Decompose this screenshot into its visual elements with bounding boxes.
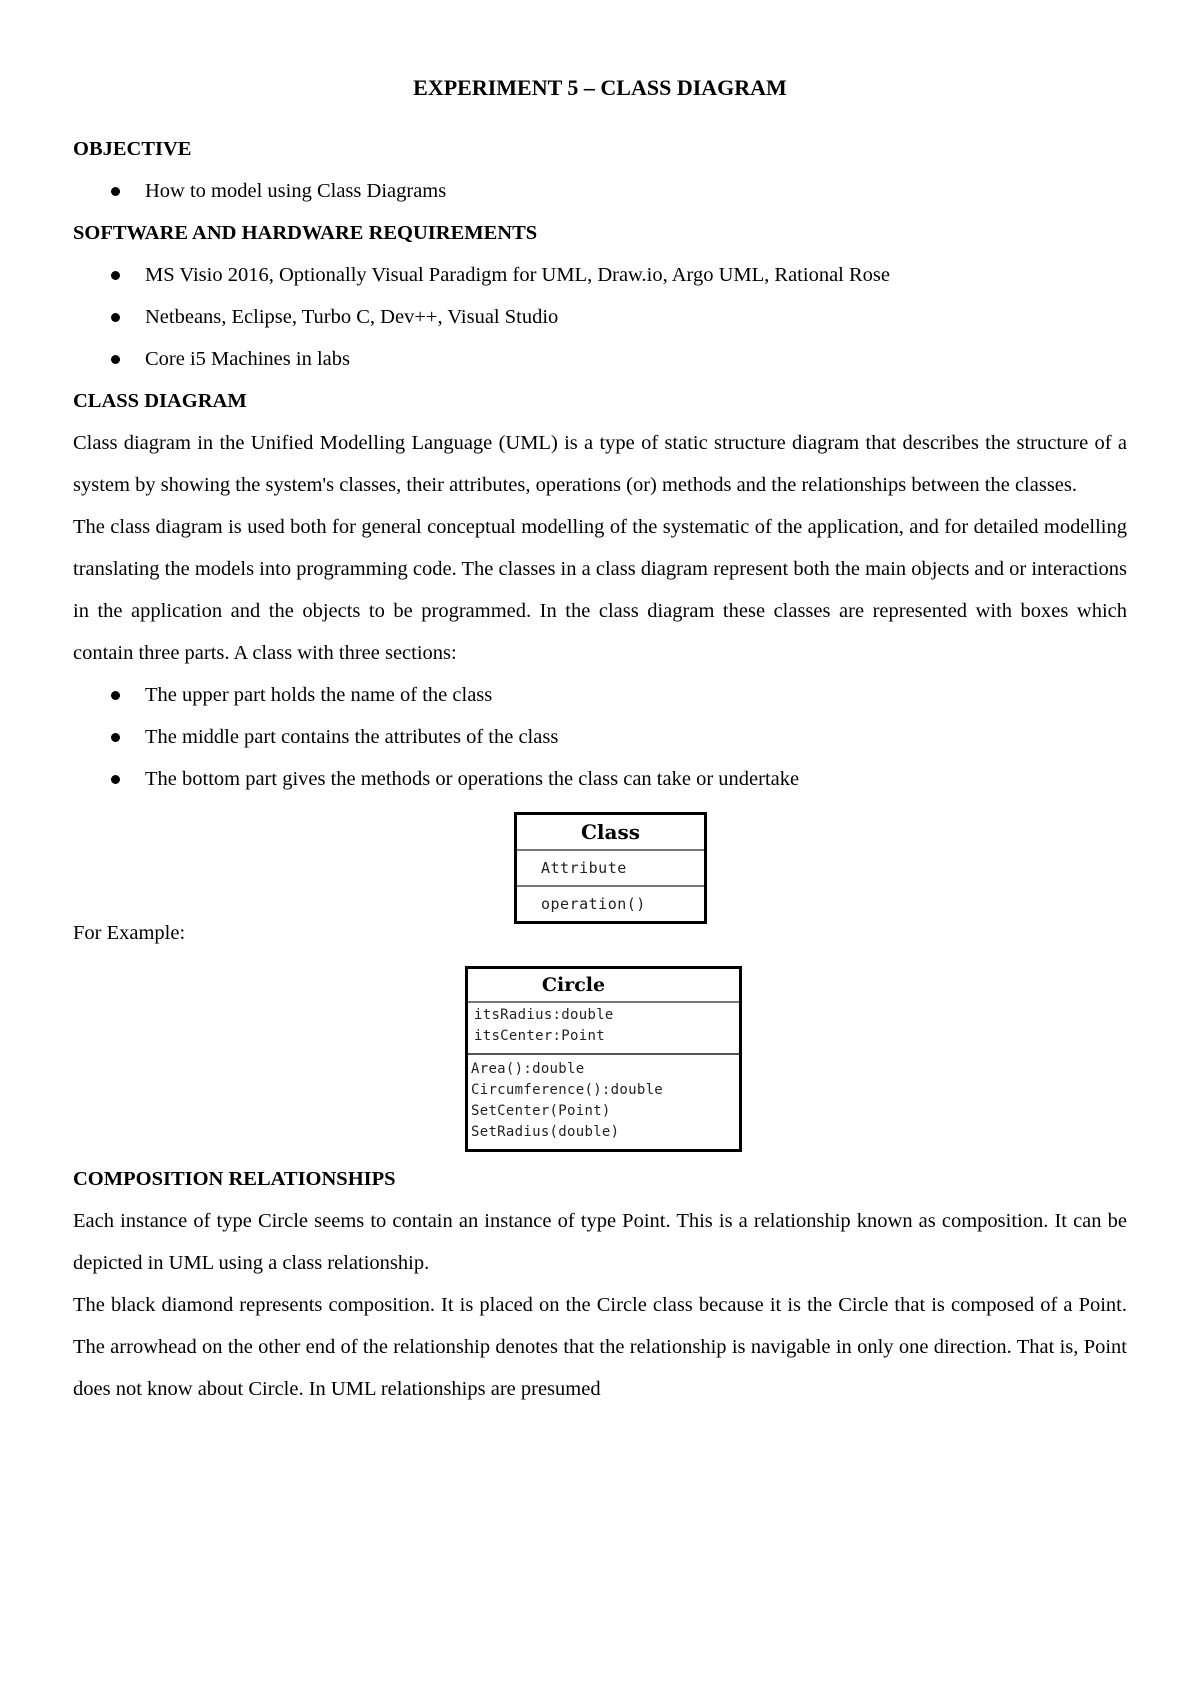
bullet-icon xyxy=(111,355,120,364)
class-diagram-paragraph-2: The class diagram is used both for general conceptual modelling of the systematic of the application, and for detailed modelling translating the models into programming code. The classes in a class diagram represent both the main objects and or interactions in the application and the objects to be programmed. In the class diagram these classes are represented with boxes which contain three parts. A class with three sections: xyxy=(73,516,1127,664)
class-attributes xyxy=(468,1003,739,1055)
requirements-heading: SOFTWARE AND HARDWARE REQUIREMENTS xyxy=(73,222,538,244)
composition-paragraph-2: The black diamond represents composition. It is placed on the Circle class because it is the Circle that is composed of a Point. The arrowhead on the other end of the relationship denotes that the relationship is navigable in only one direction. That is, Point does not know about Circle. In UML relationships are presumed xyxy=(73,1294,1127,1400)
list-item: MS Visio 2016, Optionally Visual Paradigm for UML, Draw.io, Argo UML, Rational Rose xyxy=(73,254,1127,296)
bullet-icon xyxy=(111,733,120,742)
circle-class-box xyxy=(465,966,742,1152)
bullet-icon xyxy=(111,271,120,280)
generic-class-figure xyxy=(73,800,1127,960)
list-item: How to model using Class Diagrams xyxy=(73,170,1127,212)
class-diagram-paragraph-1: Class diagram in the Unified Modelling Language (UML) is a type of static structure diagram that describes the structure of a system by showing the system's classes, their attributes, operations (or) methods and the relationships between the classes. xyxy=(73,432,1127,496)
bullet-icon xyxy=(111,691,120,700)
class-name: Circle xyxy=(468,969,739,1003)
operation-item: SetRadius(double) xyxy=(471,1124,620,1140)
objective-list xyxy=(73,170,1127,212)
composition-paragraph-1: Each instance of type Circle seems to contain an instance of type Point. This is a relationship known as composition. It can be depicted in UML using a class relationship. xyxy=(73,1210,1127,1274)
list-item: The upper part holds the name of the class xyxy=(73,674,1127,716)
bullet-icon xyxy=(111,187,120,196)
class-diagram-heading: CLASS DIAGRAM xyxy=(73,390,247,412)
class-operation: operation() xyxy=(541,895,646,913)
operation-item: Area():double xyxy=(471,1061,585,1077)
objective-heading: OBJECTIVE xyxy=(73,138,192,160)
class-sections-list xyxy=(73,674,1127,800)
attribute-item: itsRadius:double xyxy=(474,1007,614,1023)
attribute-item: itsCenter:Point xyxy=(474,1028,605,1044)
class-attribute: Attribute xyxy=(517,851,704,887)
page-title: EXPERIMENT 5 – CLASS DIAGRAM xyxy=(413,75,787,100)
list-item: Core i5 Machines in labs xyxy=(73,338,1127,380)
list-item: The bottom part gives the methods or operations the class can take or undertake xyxy=(73,758,1127,800)
operation-item: SetCenter(Point) xyxy=(471,1103,611,1119)
circle-class-figure xyxy=(73,960,1127,1158)
class-operations xyxy=(468,1055,739,1149)
example-label: For Example: xyxy=(73,922,186,944)
list-item: Netbeans, Eclipse, Turbo C, Dev++, Visual Studio xyxy=(73,296,1127,338)
generic-class-box xyxy=(514,812,707,924)
list-item: The middle part contains the attributes of the class xyxy=(73,716,1127,758)
class-name: Class xyxy=(517,815,704,851)
composition-heading: COMPOSITION RELATIONSHIPS xyxy=(73,1168,396,1190)
bullet-icon xyxy=(111,775,120,784)
document-body xyxy=(73,128,1127,1410)
requirements-list xyxy=(73,254,1127,380)
operation-item: Circumference():double xyxy=(471,1082,664,1098)
bullet-icon xyxy=(111,313,120,322)
